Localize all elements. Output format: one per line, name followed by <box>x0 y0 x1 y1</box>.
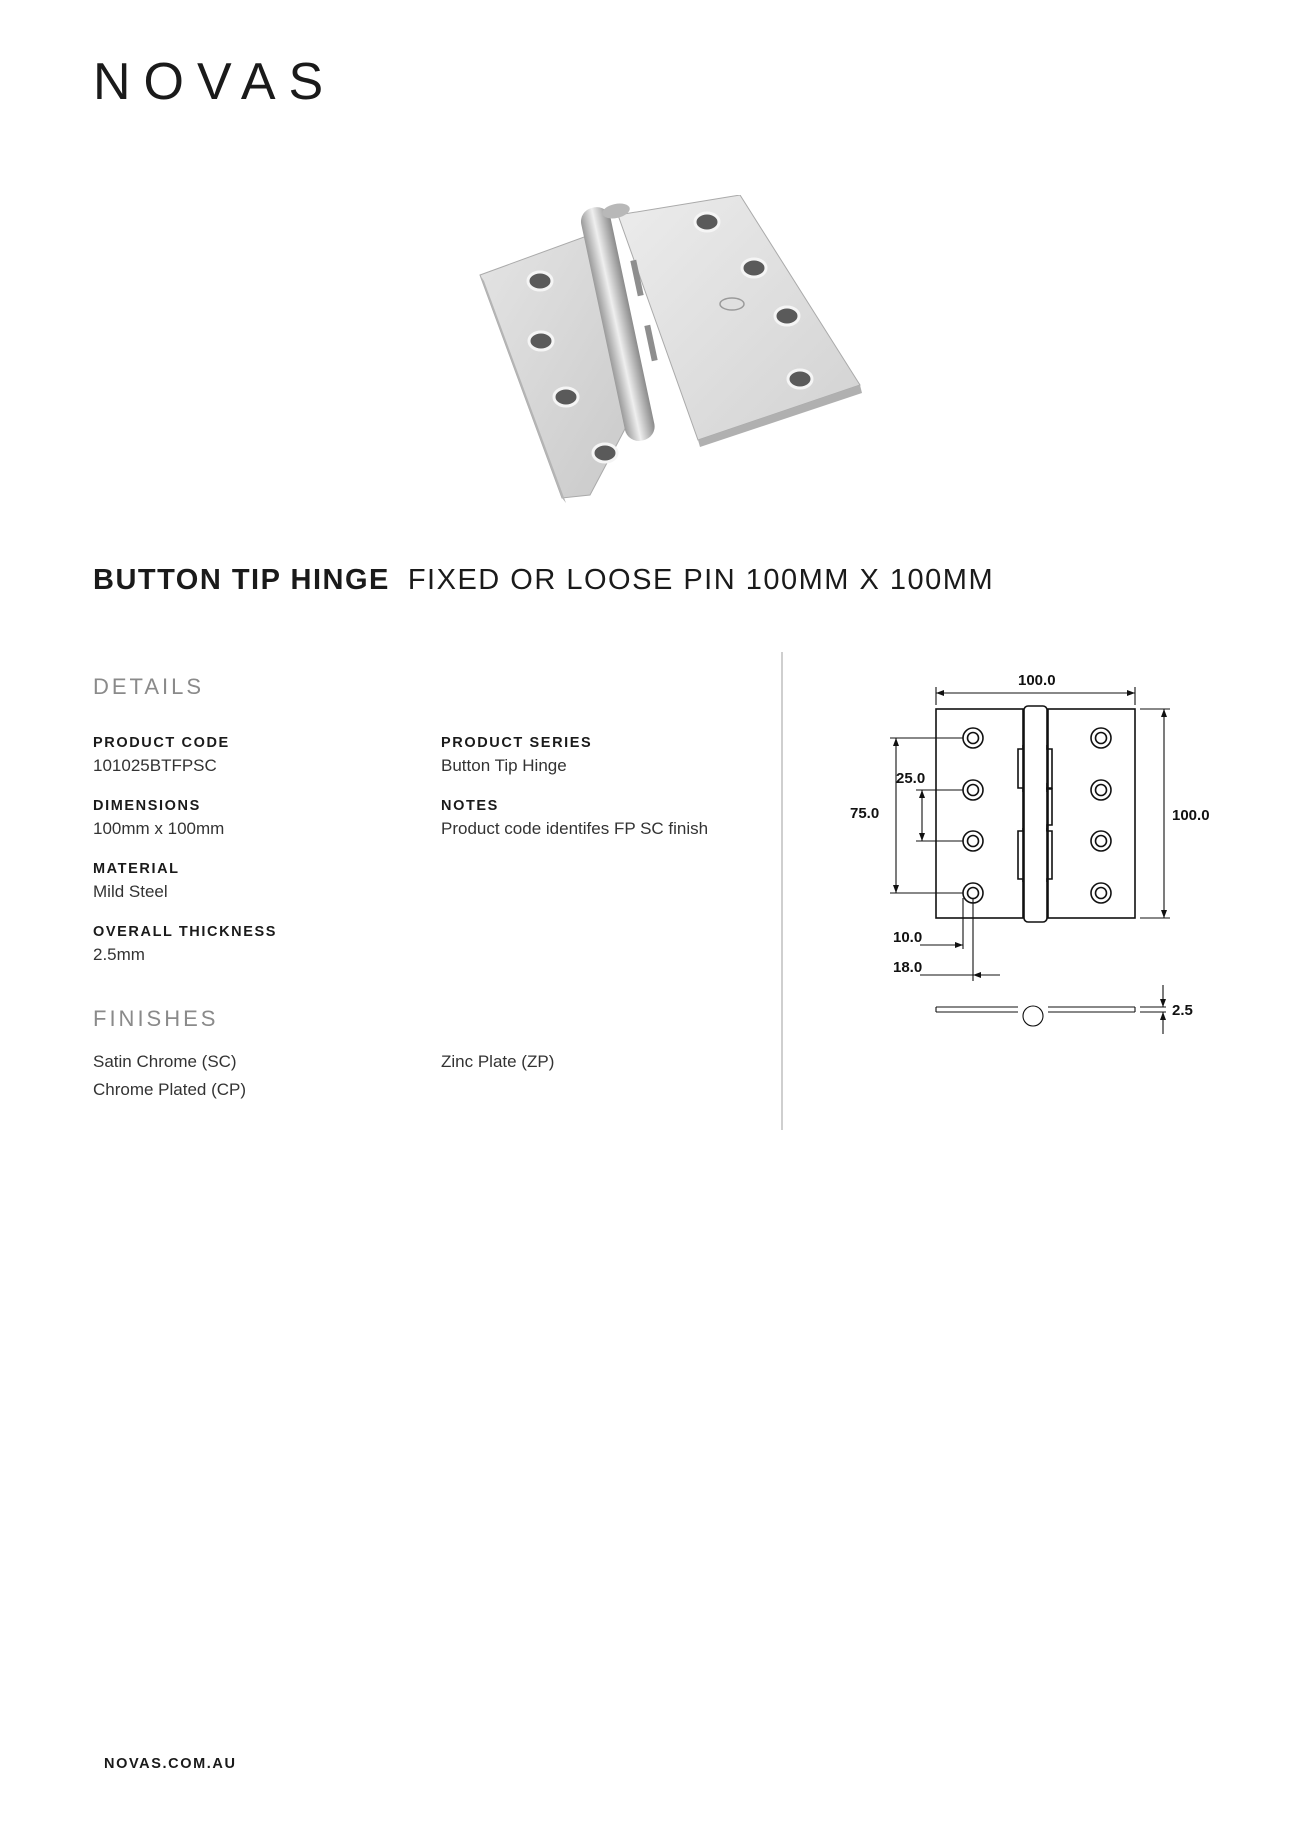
hinge-product-image <box>470 195 865 540</box>
product-name: BUTTON TIP HINGE <box>93 564 390 596</box>
dim-height-label: 100.0 <box>1172 807 1210 824</box>
notes-label: NOTES <box>441 798 499 814</box>
product-series-label: PRODUCT SERIES <box>441 735 593 751</box>
dim-edge-2-label: 18.0 <box>893 959 923 976</box>
product-subtitle: FIXED OR LOOSE PIN 100MM X 100MM <box>407 564 995 596</box>
column-divider <box>781 652 783 1130</box>
finish-item: Satin Chrome (SC) <box>93 1052 237 1071</box>
dim-hole-span-label: 75.0 <box>850 805 880 822</box>
material-label: MATERIAL <box>93 861 180 877</box>
finish-item: Zinc Plate (ZP) <box>441 1052 555 1071</box>
product-code-label: PRODUCT CODE <box>93 735 230 751</box>
notes-value: Product code identifes FP SC finish <box>441 819 709 838</box>
overall-thickness-value: 2.5mm <box>93 945 145 964</box>
dim-thickness-label: 2.5 <box>1172 1002 1193 1019</box>
finishes-heading: FINISHES <box>93 1006 219 1031</box>
dim-edge-1-label: 10.0 <box>893 929 923 946</box>
material-value: Mild Steel <box>93 882 168 901</box>
footer-website[interactable]: NOVAS.COM.AU <box>104 1756 237 1772</box>
details-heading: DETAILS <box>93 674 205 699</box>
brand-logo: NOVAS <box>93 53 337 111</box>
product-title <box>93 566 994 595</box>
technical-drawing <box>830 653 1234 1055</box>
product-code-value: 101025BTFPSC <box>93 756 217 775</box>
dim-hole-pitch-label: 25.0 <box>896 770 926 787</box>
finish-item: Chrome Plated (CP) <box>93 1080 247 1099</box>
dimensions-value: 100mm x 100mm <box>93 819 225 838</box>
dimensions-label: DIMENSIONS <box>93 798 201 814</box>
product-series-value: Button Tip Hinge <box>441 756 567 775</box>
dim-width-label: 100.0 <box>1018 672 1056 689</box>
overall-thickness-label: OVERALL THICKNESS <box>93 924 278 940</box>
